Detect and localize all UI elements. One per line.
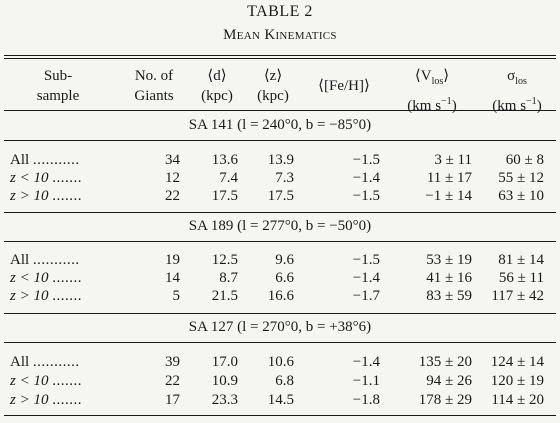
header-vlos <box>388 66 476 116</box>
cell-giants: 39 <box>165 354 180 370</box>
cell-giants: 34 <box>165 152 180 168</box>
cell-sigma: 114 ± 20 <box>491 392 544 408</box>
cell-z: 13.9 <box>267 152 294 168</box>
cell-d: 23.3 <box>211 392 238 408</box>
cell-giants: 17 <box>165 392 180 408</box>
cell-z: 10.6 <box>267 354 294 370</box>
cell-feh: −1.5 <box>352 188 380 204</box>
cell-sigma: 63 ± 10 <box>498 188 544 204</box>
cell-d: 17.5 <box>211 188 238 204</box>
header-z <box>246 66 300 106</box>
cell-giants: 14 <box>165 270 180 286</box>
cell-feh: −1.4 <box>352 270 380 286</box>
cell-vlos: 3 ± 11 <box>434 152 472 168</box>
cell-vlos: 94 ± 26 <box>426 373 472 389</box>
cell-vlos: 135 ± 20 <box>418 354 472 370</box>
header-vlos-line1: $⟨V_{los}⟩$ <box>414 68 450 87</box>
cell-d: 7.4 <box>219 170 238 186</box>
row-label: z > 10 ....... <box>10 392 82 408</box>
cell-z: 7.3 <box>275 170 294 186</box>
row-label: All ........... <box>10 354 80 370</box>
cell-sigma: 120 ± 19 <box>490 373 544 389</box>
cell-feh: −1.7 <box>352 288 380 304</box>
header-d <box>190 66 244 106</box>
cell-giants: 12 <box>165 170 180 186</box>
row-label: All ........... <box>10 152 80 168</box>
cell-giants: 22 <box>165 373 180 389</box>
cell-vlos: −1 ± 14 <box>425 188 472 204</box>
cell-d: 12.5 <box>211 252 238 268</box>
cell-d: 13.6 <box>211 152 238 168</box>
section-rule <box>4 241 556 242</box>
cell-feh: −1.8 <box>352 392 380 408</box>
cell-d: 21.5 <box>211 288 238 304</box>
cell-feh: −1.5 <box>352 252 380 268</box>
section-rule <box>4 313 556 314</box>
cell-vlos: 41 ± 16 <box>426 270 472 286</box>
row-label: z > 10 ....... <box>10 288 82 304</box>
cell-feh: −1.4 <box>352 170 380 186</box>
cell-feh: −1.1 <box>352 373 380 389</box>
header-d-line2: (kpc) <box>201 88 233 104</box>
cell-feh: −1.4 <box>352 354 380 370</box>
table-title: Mean Kinematics <box>223 27 337 43</box>
header-d-line1: ⟨d⟩ <box>207 68 227 84</box>
cell-vlos: 11 ± 17 <box>426 170 472 186</box>
table-number: TABLE 2 <box>247 3 313 20</box>
cell-z: 17.5 <box>267 188 294 204</box>
header-sigma-line1: $\sigma_{los}$ <box>507 68 527 87</box>
cell-sigma: 81 ± 14 <box>498 252 544 268</box>
section-title: SA 141 (l = 240°0, b = −85°0) <box>188 117 372 133</box>
cell-feh: −1.5 <box>352 152 380 168</box>
cell-sigma: 55 ± 12 <box>498 170 544 186</box>
section-rule <box>4 140 556 141</box>
header-vlos-line2: (km $s^{-1}$) <box>407 96 457 114</box>
top-rule <box>4 55 556 56</box>
row-label: z > 10 ....... <box>10 188 82 204</box>
header-giants-line1: No. of <box>134 68 174 84</box>
cell-sigma: 117 ± 42 <box>491 288 544 304</box>
cell-z: 16.6 <box>267 288 294 304</box>
header-subsample <box>18 66 98 106</box>
header-subsample-line2: sample <box>36 88 80 104</box>
bottom-rule <box>4 415 556 416</box>
cell-giants: 22 <box>165 188 180 204</box>
cell-d: 8.7 <box>219 270 238 286</box>
row-label: z < 10 ....... <box>10 373 82 389</box>
header-feh: ⟨[Fe/H]⟩ <box>318 78 370 94</box>
header-z-line2: (kpc) <box>257 88 289 104</box>
cell-sigma: 124 ± 14 <box>490 354 544 370</box>
header-sigma <box>478 66 556 116</box>
header-z-line1: ⟨z⟩ <box>263 68 283 84</box>
row-label: All ........... <box>10 252 80 268</box>
top-rule-double <box>4 58 556 59</box>
cell-giants: 19 <box>165 252 180 268</box>
cell-z: 6.6 <box>275 270 294 286</box>
cell-vlos: 53 ± 19 <box>426 252 472 268</box>
cell-sigma: 60 ± 8 <box>505 152 544 168</box>
section-rule <box>4 342 556 343</box>
header-giants-line2: Giants <box>134 88 174 104</box>
section-title: SA 189 (l = 277°0, b = −50°0) <box>188 218 372 234</box>
header-giants <box>122 66 186 106</box>
cell-vlos: 83 ± 59 <box>426 288 472 304</box>
cell-d: 10.9 <box>211 373 238 389</box>
row-label: z < 10 ....... <box>10 170 82 186</box>
cell-z: 14.5 <box>267 392 294 408</box>
cell-sigma: 56 ± 11 <box>498 270 544 286</box>
header-subsample-line1: Sub- <box>43 68 73 84</box>
cell-vlos: 178 ± 29 <box>418 392 472 408</box>
row-label: z < 10 ....... <box>10 270 82 286</box>
section-title: SA 127 (l = 270°0, b = +38°6) <box>188 319 372 335</box>
header-sigma-line2: (km $s^{-1}$) <box>492 96 542 114</box>
section-rule <box>4 212 556 213</box>
cell-d: 17.0 <box>211 354 238 370</box>
cell-z: 9.6 <box>275 252 294 268</box>
header-rule <box>4 110 556 111</box>
cell-giants: 5 <box>172 288 180 304</box>
cell-z: 6.8 <box>275 373 294 389</box>
